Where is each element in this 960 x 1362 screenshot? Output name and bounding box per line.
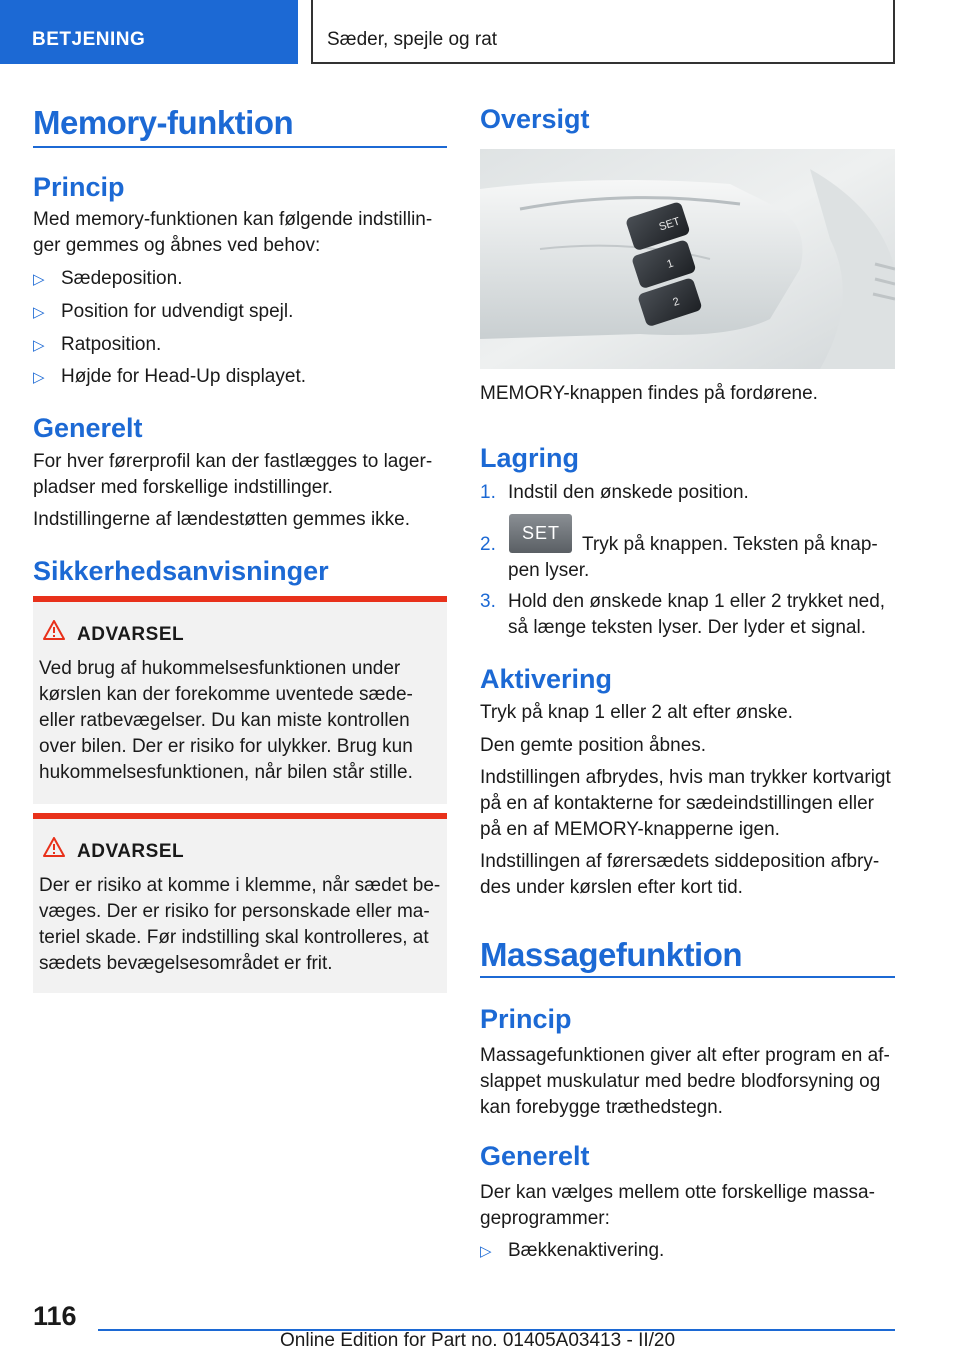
lagring-heading: Lagring — [480, 443, 579, 473]
set-button-icon: SET — [509, 514, 572, 553]
section-label: BETJENING — [32, 29, 146, 50]
aktivering-line: des under kørslen efter kort tid. — [480, 877, 743, 898]
massage-princip-line: Massagefunktionen giver alt efter program en af- — [480, 1045, 890, 1066]
chapter-label: Sæder, spejle og rat — [327, 29, 498, 50]
bullet-triangle-icon: ▷ — [33, 271, 45, 288]
massage-generelt-line: geprogrammer: — [480, 1208, 610, 1229]
chapter-tab — [311, 0, 895, 64]
oversigt-heading: Oversigt — [480, 104, 590, 134]
generelt-heading: Generelt — [33, 413, 143, 443]
sikkerhed-heading: Sikkerhedsanvisninger — [33, 556, 329, 586]
aktivering-line: på en af kontakterne for sædeindstillingen eller — [480, 793, 874, 814]
aktivering-heading: Aktivering — [480, 664, 613, 694]
photo-two-label: 2 — [671, 295, 682, 309]
warning-triangle-icon — [43, 620, 65, 640]
princip-text-1: Med memory-funktionen kan følgende indstillin- — [33, 209, 433, 230]
princip-heading: Princip — [33, 172, 125, 202]
bullet-triangle-icon: ▷ — [33, 369, 45, 386]
photo-caption: MEMORY-knappen findes på fordørene. — [480, 383, 818, 404]
section-tab — [0, 0, 298, 64]
aktivering-line: Indstillingen af førersædets siddeposition afbry- — [480, 851, 880, 872]
bullet-triangle-icon: ▷ — [480, 1243, 492, 1260]
warning-box — [33, 596, 447, 804]
warning-box — [33, 813, 447, 993]
bullet-triangle-icon: ▷ — [33, 304, 45, 321]
massage-princip-heading: Princip — [480, 1004, 572, 1034]
massage-princip-line: kan forebygge træthedstegn. — [480, 1097, 723, 1118]
aktivering-line: Den gemte position åbnes. — [480, 735, 707, 756]
massage-generelt-line: Der kan vælges mellem otte forskellige massa- — [480, 1182, 875, 1203]
massage-generelt-heading: Generelt — [480, 1141, 590, 1171]
door-memory-button-photo — [480, 149, 895, 369]
step-2-line-2: pen lyser. — [508, 560, 590, 581]
generelt-text-2: pladser med forskellige indstillinger. — [33, 477, 333, 498]
massage-title-rule — [480, 976, 895, 978]
warning-text: Ved brug af hukommelsesfunktionen under kørslen kan der forekomme uventede sæde- eller ratbevægelser. Du kan miste kontrollen over bilen. Der er risiko for ulykker. Brug kun hukommelsesfunktionen, når bilen står stille. — [39, 658, 413, 783]
photo-set-label: SET — [657, 215, 682, 234]
photo-one-label: 1 — [665, 257, 676, 271]
bullet-triangle-icon: ▷ — [33, 337, 45, 354]
warning-title: ADVARSEL — [77, 624, 185, 645]
step-2-line-1: Tryk på knappen. Teksten på knap- — [582, 534, 878, 555]
aktivering-line: Tryk på knap 1 eller 2 alt efter ønske. — [480, 702, 793, 723]
warning-text: Der er risiko at komme i klemme, når sædet be- væges. Der er risiko for personskade eller ma- teriel skade. Før indstilling skal kontrolleres, at sædets bevægelsesområdet er frit. — [39, 875, 441, 974]
aktivering-line: på en af MEMORY-knapperne igen. — [480, 819, 780, 840]
massage-title: Massagefunktion — [480, 936, 743, 973]
page-title: Memory-funktion — [33, 104, 294, 141]
footer-edition: Online Edition for Part no. 01405A03413 - II/20 — [280, 1330, 676, 1351]
massage-princip-line: slappet muskulatur med bedre blodforsyning og — [480, 1071, 881, 1092]
step-3-line-2: så længe teksten lyser. Der lyder et signal. — [508, 617, 867, 638]
warning-title: ADVARSEL — [77, 841, 185, 862]
princip-text-2: ger gemmes og åbnes ved behov: — [33, 235, 321, 256]
generelt-text-3: Indstillingerne af lændestøtten gemmes ikke. — [33, 509, 411, 530]
aktivering-line: Indstillingen afbrydes, hvis man trykker kortvarigt — [480, 767, 891, 788]
generelt-text-1: For hver førerprofil kan der fastlægges to lager- — [33, 451, 433, 472]
page-number: 116 — [33, 1301, 77, 1331]
warning-triangle-icon — [43, 837, 65, 857]
title-rule — [33, 146, 447, 148]
